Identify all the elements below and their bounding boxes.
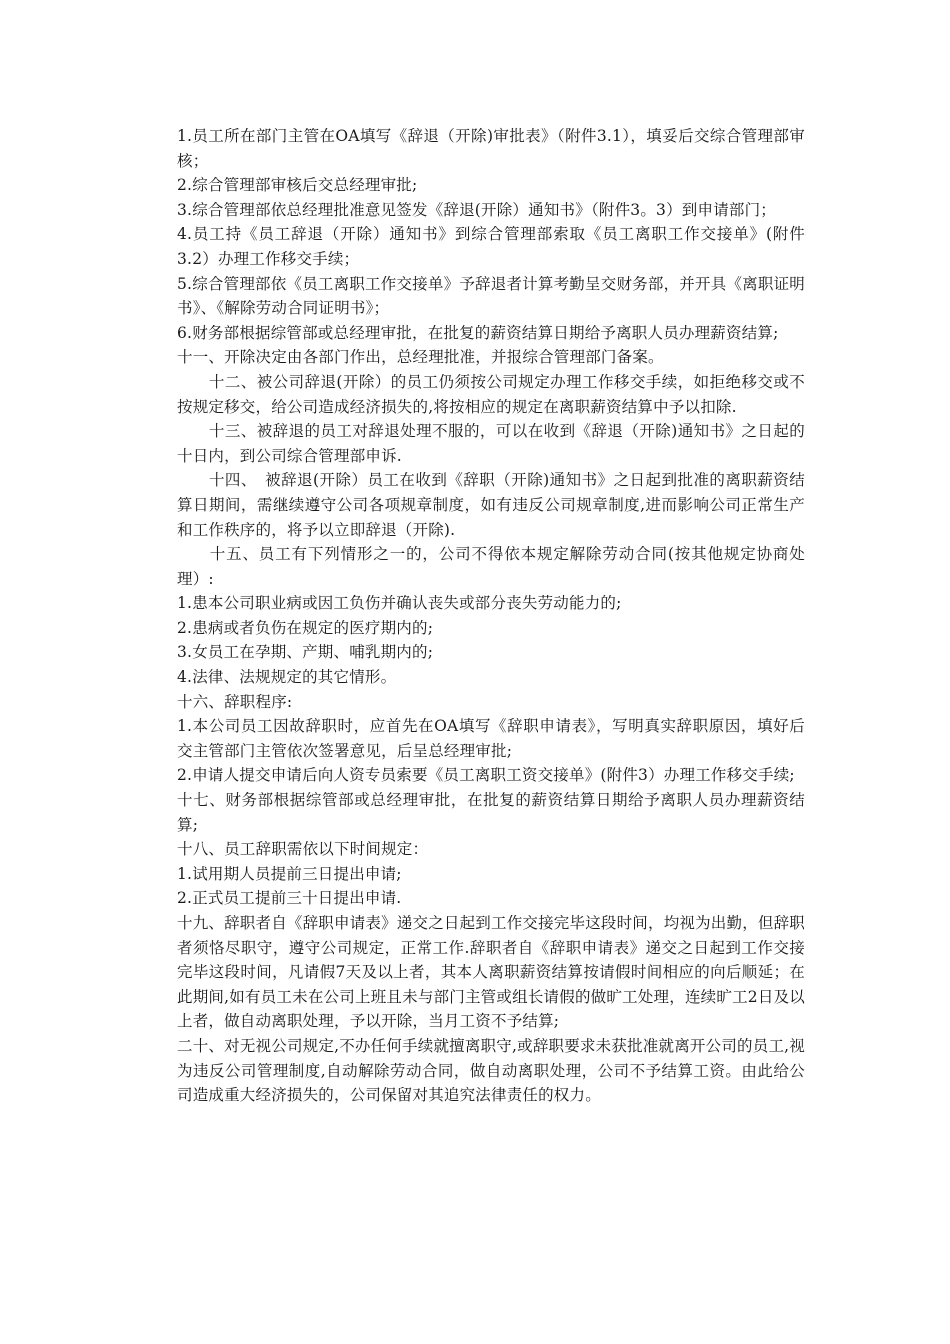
paragraph-15: 4.法律、法规规定的其它情形。 — [177, 668, 397, 687]
paragraph-17: 1.本公司员工因故辞职时，应首先在OA填写《辞职申请表》，写明真实辞职原因，填好后交主管部门主管依次签署意见，后呈总经理审批; — [177, 717, 805, 760]
paragraph-12: 1.患本公司职业病或因工负伤并确认丧失或部分丧失劳动能力的; — [177, 594, 622, 613]
paragraph-9: 十三、被辞退的员工对辞退处理不服的，可以在收到《辞退（开除)通知书》之日起的十日内，到公司综合管理部申诉. — [177, 422, 805, 465]
paragraph-24: 二十、对无视公司规定,不办任何手续就擅离职守,或辞职要求未获批准就离开公司的员工,视为违反公司管理制度,自动解除劳动合同，做自动离职处理，公司不予结算工资。由此给公司造成重大经济损失的，公司保留对其追究法律责任的权力。 — [177, 1036, 805, 1105]
paragraph-3: 3.综合管理部依总经理批准意见签发《辞退(开除）通知书》（附件3。3）到申请部门； — [177, 200, 777, 219]
document-body — [177, 124, 805, 1108]
paragraph-18: 2.申请人提交申请后向人资专员索要《员工离职工资交接单》(附件3）办理工作移交手续; — [177, 766, 795, 785]
paragraph-22: 2.正式员工提前三十日提出申请. — [177, 889, 402, 908]
paragraph-5: 5.综合管理部依《员工离职工作交接单》予辞退者计算考勤呈交财务部，并开具《离职证明书》、《解除劳动合同证明书》； — [177, 274, 805, 318]
paragraph-4: 4.员工持《员工辞退（开除）通知书》到综合管理部索取《员工离职工作交接单》(附件3.2）办理工作移交手续； — [177, 225, 805, 268]
paragraph-23: 十九、辞职者自《辞职申请表》递交之日起到工作交接完毕这段时间，均视为出勤，但辞职者须恪尽职守，遵守公司规定，正常工作.辞职者自《辞职申请表》递交之日起到工作交接完毕这段时间，凡请假7天及以上者，其本人离职薪资结算按请假时间相应的向后顺延；在此期间,如有员工未在公司上班且未与部门主管或组长请假的做旷工处理，连续旷工2日及以上者，做自动离职处理，予以开除，当月工资不予结算; — [177, 914, 806, 1031]
paragraph-11: 十五、员工有下列情形之一的，公司不得依本规定解除劳动合同(按其他规定协商处理）: — [177, 545, 805, 588]
paragraph-10: 十四、 被辞退(开除）员工在收到《辞职（开除)通知书》之日起到批准的离职薪资结算日期间，需继续遵守公司各项规章制度，如有违反公司规章制度,进而影响公司正常生产和工作秩序的，将予以立即辞退（开除). — [177, 471, 805, 539]
paragraph-19: 十七、财务部根据综管部或总经理审批，在批复的薪资结算日期给予离职人员办理薪资结算; — [177, 791, 805, 834]
paragraph-6: 6.财务部根据综管部或总经理审批，在批复的薪资结算日期给予离职人员办理薪资结算; — [177, 323, 779, 342]
paragraph-8: 十二、被公司辞退(开除）的员工仍须按公司规定办理工作移交手续，如拒绝移交或不按规定移交，给公司造成经济损失的,将按相应的规定在离职薪资结算中予以扣除. — [177, 372, 805, 416]
paragraph-13: 2.患病或者负伤在规定的医疗期内的; — [177, 618, 434, 637]
paragraph-21: 1.试用期人员提前三日提出申请; — [177, 864, 402, 883]
paragraph-7: 十一、开除决定由各部门作出，总经理批准，并报综合管理部门备案。 — [177, 348, 664, 367]
paragraph-16: 十六、辞职程序: — [177, 692, 293, 711]
paragraph-1: 1.员工所在部门主管在OA填写《辞退（开除)审批表》（附件3.1），填妥后交综合管理部审核； — [177, 127, 805, 170]
paragraph-2: 2.综合管理部审核后交总经理审批; — [177, 176, 418, 195]
paragraph-14: 3.女员工在孕期、产期、哺乳期内的; — [177, 643, 434, 662]
paragraph-20: 十八、员工辞职需依以下时间规定： — [177, 840, 429, 859]
